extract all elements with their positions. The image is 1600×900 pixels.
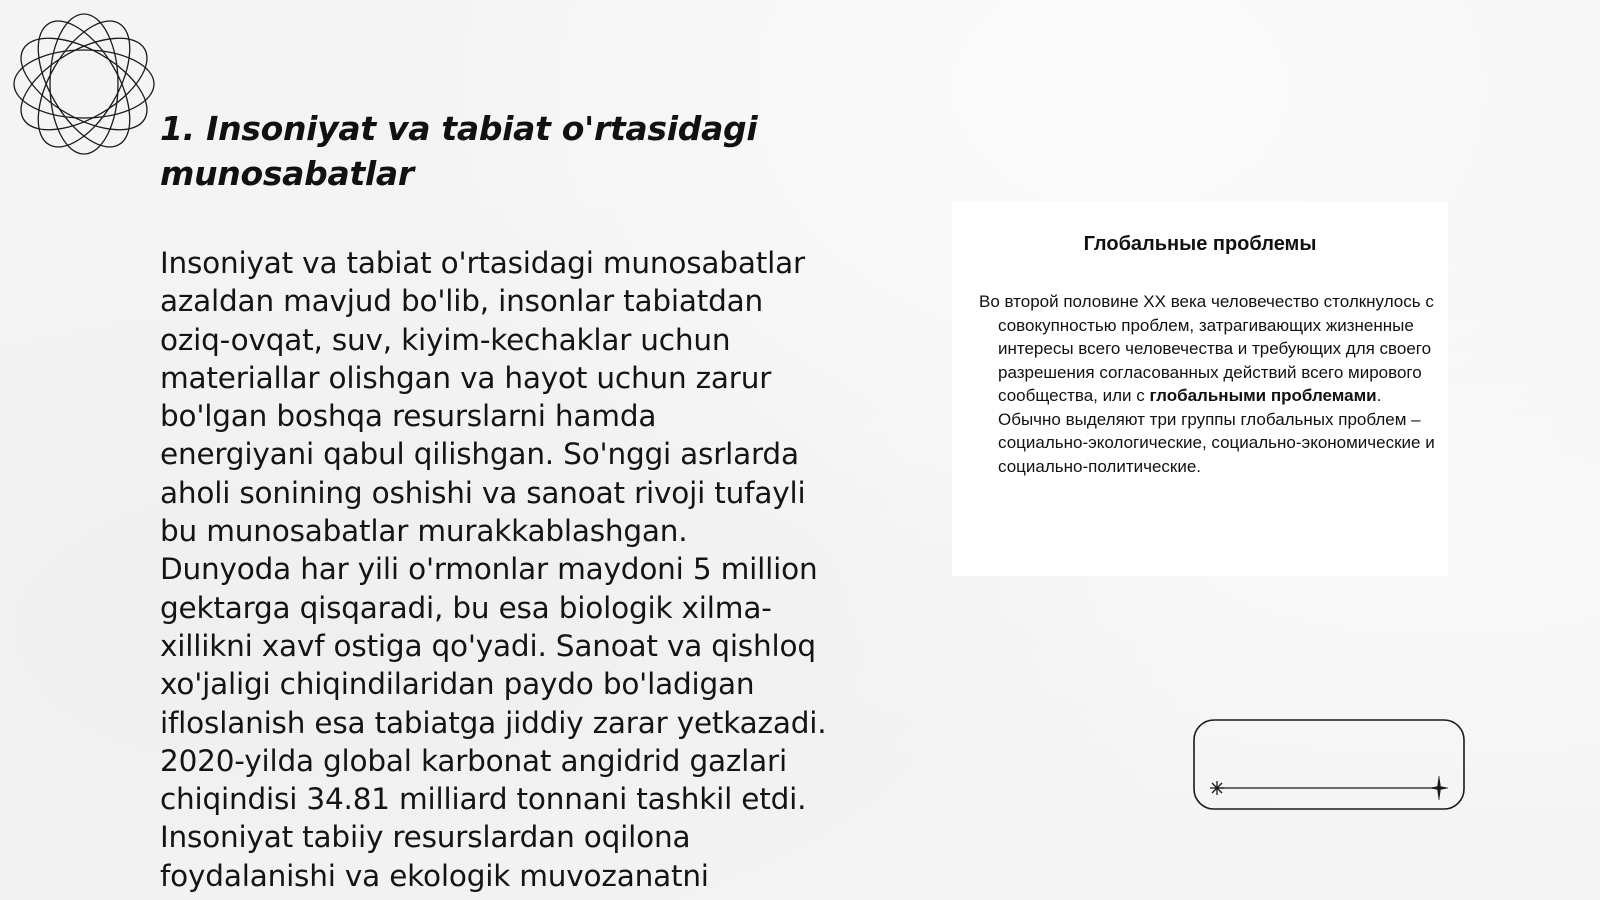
card-title: Глобальные проблемы bbox=[1083, 233, 1317, 255]
decorative-frame bbox=[1193, 719, 1465, 810]
slide-title: 1. Insoniyat va tabiat o'rtasidagi munosabatlar bbox=[160, 109, 758, 193]
card-text bbox=[979, 290, 1446, 478]
body-paragraph: Insoniyat va tabiat o'rtasidagi munosabatlar azaldan mavjud bo'lib, insonlar tabiatdan oziq-ovqat, suv, kiyim-kechaklar uchun materiallar olishgan va hayot uchun zarur bo'lgan boshqa resurslarni hamda energiyani qabul qilishgan. So'nggi asrlarda aholi sonining oshishi va sanoat rivoji tufayli bu munosabatlar murakkablashgan. Dunyoda har yili o'rmonlar maydoni 5 million gektarga qisqaradi, bu esa biologik xilma- xillikni xavf ostiga qo'yadi. Sanoat va qishloq xo'jaligi chiqindilaridan paydo bo'ladigan ifloslanish esa tabiatga jiddiy zarar yetkazadi. 2020-yilda global karbonat angidrid gazlari chiqindisi 34.81 milliard tonnani tashkil etdi. Insoniyat tabiiy resurslardan oqilona foydalanishi va ekologik muvozanatni bbox=[160, 246, 827, 893]
card-text-start: Во второй половине XX века человечество столкнулось с совокупностью проблем, затрагивающих жизненные интересы всего человечества и требующих для своего разрешения согласованных действий всего мирового сообщества, или с bbox=[979, 292, 1434, 405]
sparkle-left-icon bbox=[1210, 781, 1224, 795]
card-text-end: . Обычно выделяют три группы глобальных проблем – социально-экологические, социально-экономические и социально-политические. bbox=[998, 386, 1435, 476]
sparkle-right-icon bbox=[1430, 776, 1448, 800]
card-text-bold: глобальными проблемами bbox=[1149, 386, 1377, 405]
orbital-rings-logo-icon bbox=[10, 10, 158, 158]
info-card bbox=[952, 202, 1448, 576]
